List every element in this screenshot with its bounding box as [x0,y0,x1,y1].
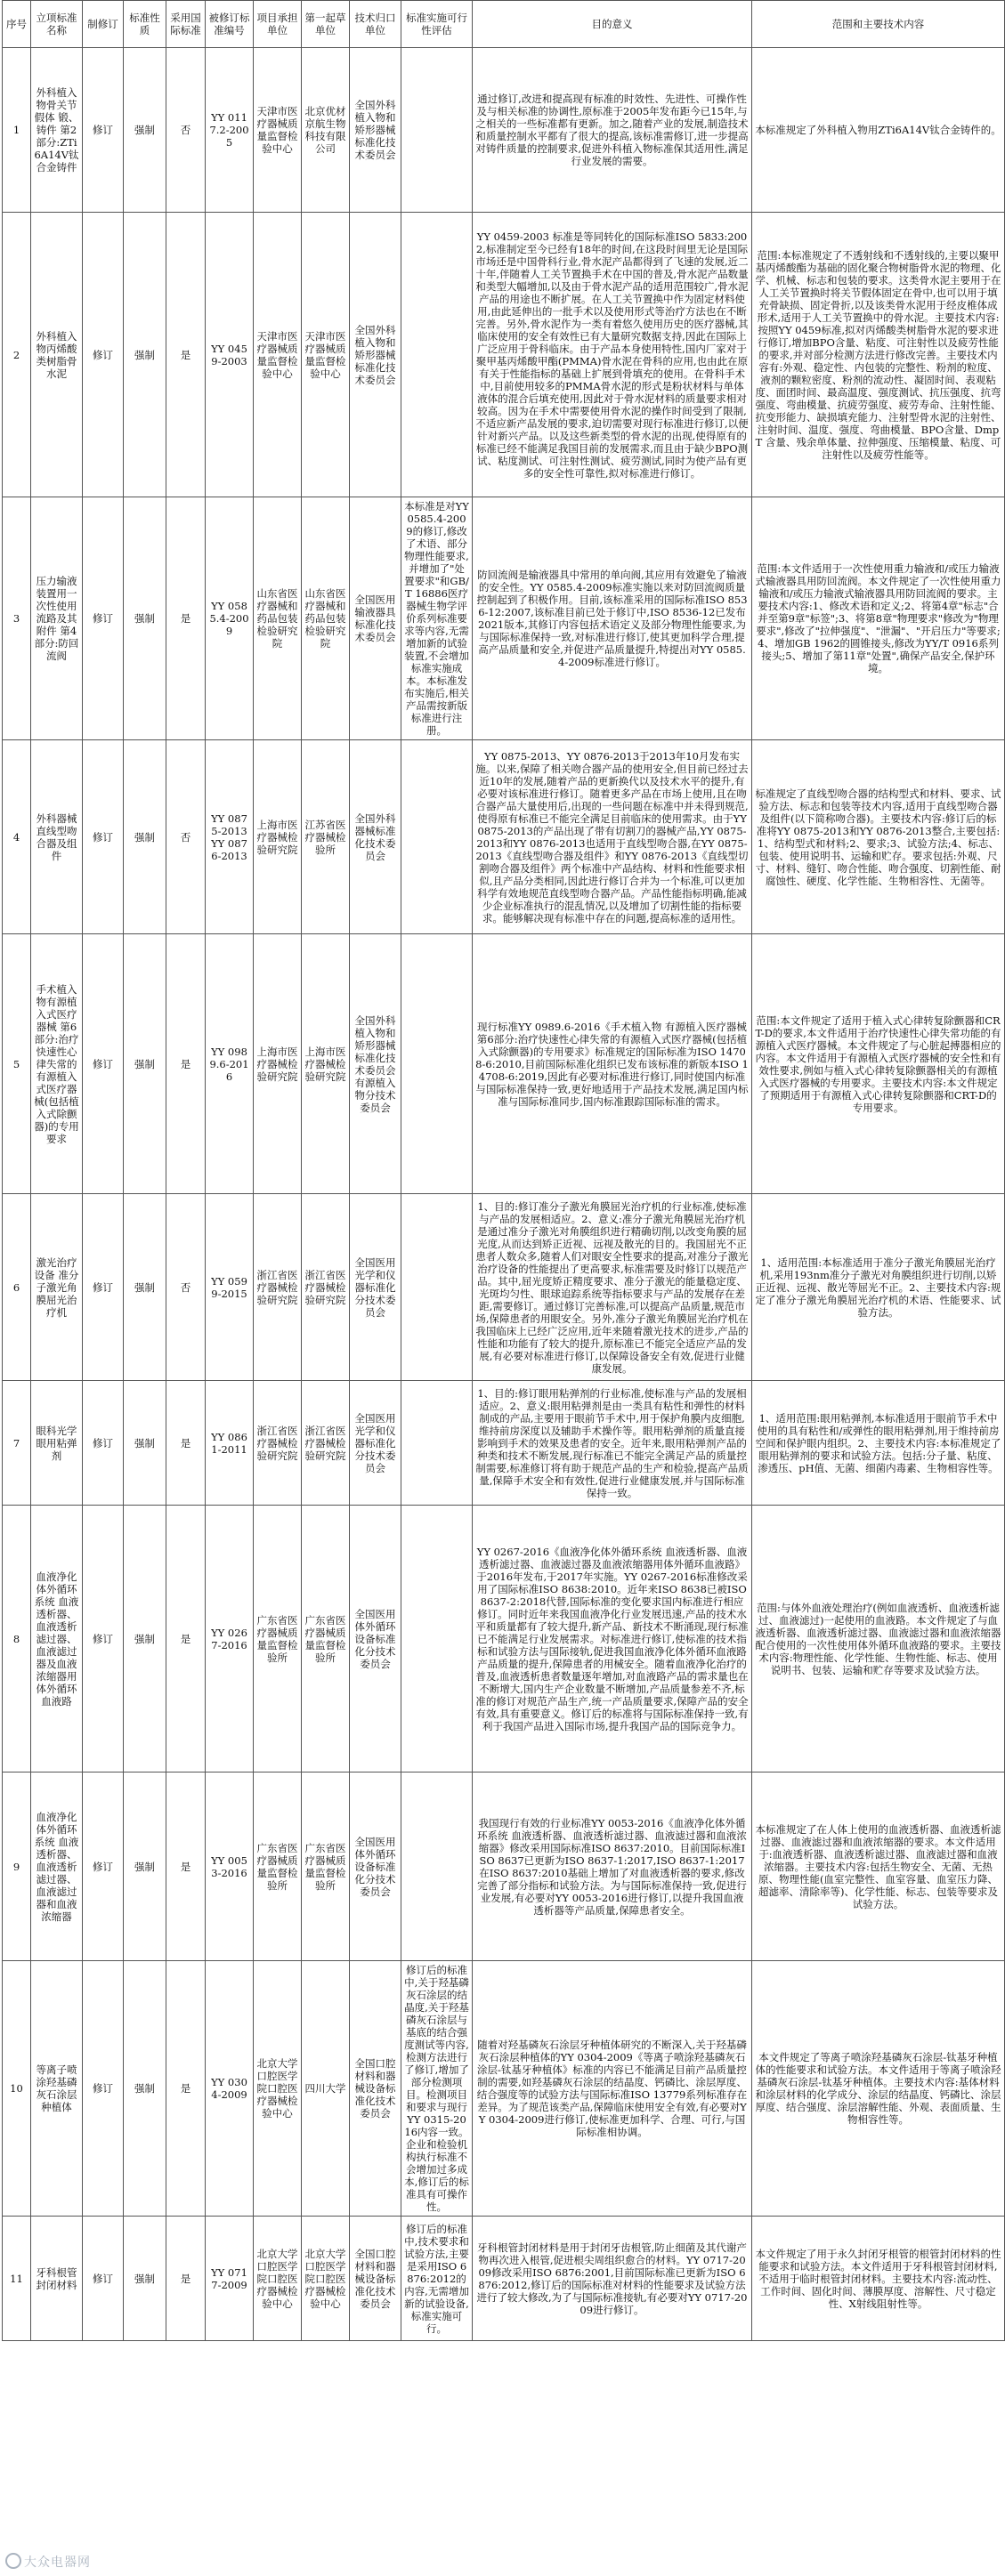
standard-name-cell: 手术植入物有源植入式医疗器械 第6部分:治疗快速性心律失常的有源植入式医疗器械(包括植入式除颤器)的专用要求 [31,934,83,1194]
technical-committee-cell: 全国医用光学和仪器标准化分技术委员会 [350,1194,401,1381]
first-drafter-cell: 天津市医疗器械质量监督检验中心 [302,213,350,497]
first-drafter-cell: 山东省医疗器械和药品包装检验研究院 [302,497,350,740]
revision-type-cell: 修订 [83,1506,124,1773]
standard-nature-cell: 强制 [124,934,166,1194]
revised-standard-code-cell: YY 0875-2013 YY 0876-2013 [206,740,254,934]
table-header-row [3,1,1005,48]
standard-nature-cell: 强制 [124,1506,166,1773]
feasibility-assessment-cell [401,1381,473,1506]
purpose-significance-cell: 现行标准YY 0989.6-2016《手术植入物 有源植入医疗器械 第6部分:治疗快速性心律失常的有源植入式医疗器械(包括植入式除颤器)的专用要求》标准规定的国际标准为ISO 14708-6:2010,目前国际标准化组织已发布该标准的新版本ISO 14708-6:2019,因此有必要对标准进行修订,同时使国内标准与国际标准保持一致,更好地适用于产品技术发展,满足国内标准与国际标准同步,国内标准跟踪国际标准的需求。 [473,934,752,1194]
row-number-cell: 2 [3,213,31,497]
undertaking-org-cell: 天津市医疗器械质量监督检验中心 [254,213,302,497]
row-number-cell: 8 [3,1506,31,1773]
standard-name-cell: 眼科光学 眼用粘弹剂 [31,1381,83,1506]
standard-nature-cell: 强制 [124,213,166,497]
feasibility-assessment-cell [401,48,473,213]
table-row [3,497,1005,740]
technical-committee-cell: 全国医用体外循环设备标准化分技术委员会 [350,1506,401,1773]
feasibility-assessment-cell: 修订后的标准中,关于羟基磷灰石涂层的结晶度,关于羟基磷灰石涂层与基底的结合强度测试等内容,检测方法进行了修订,增加了部分检测项目。检测项目和要求与现行YY 0315-2016内容一致。企业和检验机构执行标准不会增加过多成本,修订后的标准具有可操作性。 [401,1961,473,2217]
standard-name-cell: 等离子喷涂羟基磷灰石涂层种植体 [31,1961,83,2217]
revised-standard-code-cell: YY 0053-2016 [206,1773,254,1961]
feasibility-assessment-cell [401,934,473,1194]
undertaking-org-cell: 北京大学口腔医学院口腔医疗器械检验中心 [254,1961,302,2217]
technical-committee-cell: 全国外科植入物和矫形器械标准化技术委员会 [350,48,401,213]
header-purpose: 目的意义 [473,1,752,48]
standard-name-cell: 牙科根管封闭材料 [31,2217,83,2341]
scope-technical-content-cell: 本文件规定了等离子喷涂羟基磷灰石涂层-钛基牙种植体的性能要求和试验方法。本文件适用于等离子喷涂羟基磷灰石涂层-钛基牙种植体。主要技术内容:基体材料和涂层材料的化学成分、涂层的结晶度、钙磷比、涂层厚度、结合强度、涂层溶解性能、外观、表面质量、生物相容性等。 [752,1961,1005,2217]
revised-standard-code-cell: YY 0717-2009 [206,2217,254,2341]
standard-name-cell: 外科器械 直线型吻合器及组件 [31,740,83,934]
table-row [3,1506,1005,1773]
watermark-logo-icon [5,2553,21,2569]
standard-nature-cell: 强制 [124,740,166,934]
scope-technical-content-cell: 1、适用范围:眼用粘弹剂,本标准适用于眼前节手术中使用的具有粘性和/或弹性的眼用粘弹剂,用于维持前房空间和保护眼内组织。2、主要技术内容:本标准规定了眼用粘弹剂的要求和试验方法。包括:分子量、粘度、渗透压、pH值、无菌、细菌内毒素、生物相容性等。 [752,1381,1005,1506]
revision-type-cell: 修订 [83,213,124,497]
revision-type-cell: 修订 [83,1381,124,1506]
feasibility-assessment-cell [401,740,473,934]
first-drafter-cell: 浙江省医疗器械检验研究院 [302,1194,350,1381]
scope-technical-content-cell: 范围:本标准规定了不透射线和不透射线的,主要以聚甲基丙烯酸酯为基础的固化聚合物树脂骨水泥的物理、化学、机械、标志和包装的要求。这类骨水泥主要用于在人工关节置换时将关节假体固定在骨中,也可以用于填充骨缺损、固定骨折,以及该类骨水泥用于经皮椎体成形术,适用于人工关节置换中的骨水泥。主要技术内容:按照YY 0459标准,拟对丙烯酸类树脂骨水泥的要求进行修订,增加BPO含量、粘度、可注射性以及疲劳性能的要求,并对部分检测方法进行修改完善。主要技术内容有:外观、稳定性、内包装的完整性、粉剂的粒度、液剂的颗粒密度、粉剂的流动性、凝固时间、表观粘度、面团时间、最高温度、强度测试、抗压强度、抗弯强度、弯曲模量、抗疲劳强度、疲劳寿命、注射性能、抗变形能力、缺损填充能力、注射型骨水泥的注射性、注射时间、温度、强度、弯曲模量、BPO含量、DmpT 含量、残余单体量、拉伸强度、压缩模量、粘度、可注射性以及疲劳性能等。 [752,213,1005,497]
header-old: 被修订标准编号 [206,1,254,48]
standard-nature-cell: 强制 [124,1194,166,1381]
scope-technical-content-cell: 标准规定了直线型吻合器的结构型式和材料、要求、试验方法、标志和包装等技术内容,适用于直线型吻合器及组件(以下简称吻合器)。主要技术内容:修订后的标准将YY 0875-2013和YY 0876-2013整合,主要包括:1、结构型式和材料;2、要求;3、试验方法;4、标志、包装、使用说明书、运输和贮存。要求包括:外观、尺寸、材料、缝钉、吻合性能、吻合强度、切割性能、耐腐蚀性、硬度、化学性能、生物相容性、无菌等。 [752,740,1005,934]
purpose-significance-cell: YY 0459-2003 标准是等同转化的国际标准ISO 5833:2002,标准制定至今已经有18年的时间,在这段时间里无论是国际市场还是中国骨科行业,骨水泥产品都得到了飞速的发展,近二十年,伴随着人工关节置换手术在中国的普及,骨水泥产品数量和类型大幅增加,以及由于骨水泥产品的适用范围较广,骨水泥产品的用途也不断扩展。在人工关节置换中作为固定材料使用,由此延伸出的一批手术以及使用形式等治疗方法也在不断完善。另外,骨水泥作为一类有着悠久使用历史的医疗器械,其临床使用的安全有效性已有大量研究数据支持,因此在国际上广泛应用于骨科临床。由于产品本身使用特性,国内厂家对于聚甲基丙烯酸甲酯(PMMA)骨水泥在骨科的应用,也由此在原有关于性能指标的基础上扩展到骨填充的使用。在骨科手术中,目前使用较多的PMMA骨水泥的形式是粉状材料与单体液体的混合后填充使用,因此对于骨水泥材料的质量要求相对较高。因为在手术中需要使用骨水泥的操作时间受到了限制,不适应新产品发展的要求,迫切需要对现行标准进行修订,以便针对新兴产品。以及这些新类型的骨水泥的出现,使得原有的标准已经不能满足我国目前的发展需求,而且由于缺少BPO测试、粘度测试、可注射性测试、疲劳测试,同时为使产品有更多的安全性可靠性,拟对标准进行修订。 [473,213,752,497]
first-drafter-cell: 广东省医疗器械质量监督检验所 [302,1773,350,1961]
table-row [3,213,1005,497]
technical-committee-cell: 全国外科植入物和矫形器械标准化技术委员会有源植入物分技术委员会 [350,934,401,1194]
header-intl: 采用国际标准 [166,1,206,48]
technical-committee-cell: 全国口腔材料和器械设备标准化技术委员会 [350,2217,401,2341]
row-number-cell: 1 [3,48,31,213]
table-row [3,740,1005,934]
technical-committee-cell: 全国医用光学和仪器标准化分技术委员会 [350,1381,401,1506]
standard-nature-cell: 强制 [124,497,166,740]
first-drafter-cell: 浙江省医疗器械检验研究院 [302,1381,350,1506]
scope-technical-content-cell: 范围:本文件规定了适用于植入式心律转复除颤器和CRT-D的要求,本文件适用于治疗快速性心律失常功能的有源植入式医疗器械。本文件规定了与心脏起搏器相应的内容。本文件适用于有源植入式医疗器械的安全性和有效性要求,例如与植入式心律转复除颤器相关的有源植入式医疗器械的专用要求。主要技术内容:本文件规定了预期适用于有源植入式心律转复除颤器和CRT-D的专用要求。 [752,934,1005,1194]
purpose-significance-cell: 我国现行有效的行业标准YY 0053-2016《血液净化体外循环系统 血液透析器、血液透析滤过器、血液滤过器和血液浓缩器》修改采用国际标准ISO 8637:2010。目前国际标准ISO 8637已更新为ISO 8637-1:2017,ISO 8637-1:2017在ISO 8637:2010基础上增加了对血液透析器的要求,修改完善了部分指标和试验方法。为与国际标准保持一致,促进行业发展,有必要对YY 0053-2016进行修订,以提升我国血液透析器等产品质量,保障患者安全。 [473,1773,752,1961]
standards-table [2,0,1005,2341]
feasibility-assessment-cell: 修订后的标准中,技术要求和试验方法,主要是采用ISO 6876:2012的内容,无需增加新的试验设备,标准实施可行。 [401,2217,473,2341]
table-row [3,1961,1005,2217]
revision-type-cell: 修订 [83,934,124,1194]
table-row [3,1194,1005,1381]
adopt-intl-standard-cell: 是 [166,934,206,1194]
first-drafter-cell: 上海市医疗器械检验研究院 [302,934,350,1194]
header-nature: 标准性质 [124,1,166,48]
purpose-significance-cell: 通过修订,改进和提高现有标准的时效性、先进性、可操作性及与相关标准的协调性,原标准于2005年发布距今已15年,与之相关的一些标准都有更新。加之,随着产业的发展,制造技术和质量控制水平都有了很大的提高,该标准需修订,进一步提高对铸件质量的控制要求,促进外科植入物标准保其适用性,满足行业发展的需要。 [473,48,752,213]
scope-technical-content-cell: 本标准规定了在人体上使用的血液透析器、血液透析滤过器、血液滤过器和血液浓缩器的要求。本文件适用于:血液透析器、血液透析滤过器、血液滤过器和血液浓缩器。主要技术内容:包括生物安全、无菌、无热原、物理性能(血室完整性、血室容量、血室压力降、超滤率、清除率等)、化学性能、标志、包装等要求及试验方法。 [752,1773,1005,1961]
purpose-significance-cell: 1、目的:修订准分子激光角膜屈光治疗机的行业标准,使标准与产品的发展相适应。2、意义:准分子激光角膜屈光治疗机是通过准分子激光对角膜组织进行精确切削,以改变角膜的屈光度,从而达到矫正近视、远视及散光的目的。我国屈光不正患者人数众多,随着人们对眼安全性要求的提高,对准分子激光治疗设备的性能提出了更高要求,标准需要及时修订以规范产品。其中,屈光度矫正精度要求、准分子激光的能量稳定度、光斑均匀性、眼球追踪系统等指标要求与产品的发展存在差距,需要修订。通过修订完善标准,可以提高产品质量,规范市场,保障患者的用眼安全。另外,准分子激光角膜屈光治疗机在我国临床上已经广泛应用,近年来随着激光技术的进步,产品的性能和功能有了较大的提升,原标准已不能完全适应产品的发展,有必要对标准进行修订,以保障设备安全有效,促进行业健康发展。 [473,1194,752,1381]
row-number-cell: 6 [3,1194,31,1381]
revised-standard-code-cell: YY 0861-2011 [206,1381,254,1506]
purpose-significance-cell: 随着对羟基磷灰石涂层牙种植体研究的不断深入,关于羟基磷灰石涂层种植体的YY 0304-2009《等离子喷涂羟基磷灰石涂层-钛基牙种植体》标准的内容已不能满足目前产品质量控制的需要,如羟基磷灰石涂层的结晶度、钙磷比、涂层厚度、结合强度等的试验方法与国际标准ISO 13779系列标准存在差异。为了规范该类产品,保障临床使用安全有效,有必要对YY 0304-2009进行修订,使标准更加科学、合理、可行,与国际标准相协调。 [473,1961,752,2217]
standard-name-cell: 外科植入物骨关节假体 锻、铸件 第2部分:ZTi6A14V钛合金铸件 [31,48,83,213]
row-number-cell: 9 [3,1773,31,1961]
row-number-cell: 4 [3,740,31,934]
row-number-cell: 7 [3,1381,31,1506]
standard-nature-cell: 强制 [124,2217,166,2341]
standard-nature-cell: 强制 [124,1381,166,1506]
header-name: 立项标准名称 [31,1,83,48]
adopt-intl-standard-cell: 是 [166,1773,206,1961]
adopt-intl-standard-cell: 是 [166,213,206,497]
adopt-intl-standard-cell: 是 [166,1381,206,1506]
adopt-intl-standard-cell: 否 [166,48,206,213]
row-number-cell: 3 [3,497,31,740]
technical-committee-cell: 全国外科器械标准化技术委员会 [350,740,401,934]
table-row [3,934,1005,1194]
standard-nature-cell: 强制 [124,48,166,213]
header-type: 制修订 [83,1,124,48]
revision-type-cell: 修订 [83,1773,124,1961]
feasibility-assessment-cell [401,1506,473,1773]
header-org: 项目承担单位 [254,1,302,48]
watermark [5,2553,91,2571]
table-row [3,2217,1005,2341]
technical-committee-cell: 全国外科植入物和矫形器械标准化技术委员会 [350,213,401,497]
revision-type-cell: 修订 [83,1194,124,1381]
adopt-intl-standard-cell: 否 [166,1194,206,1381]
revision-type-cell: 修订 [83,48,124,213]
first-drafter-cell: 广东省医疗器械质量监督检验所 [302,1506,350,1773]
standard-name-cell: 外科植入物丙烯酸类树脂骨水泥 [31,213,83,497]
revised-standard-code-cell: YY 0267-2016 [206,1506,254,1773]
undertaking-org-cell: 山东省医疗器械和药品包装检验研究院 [254,497,302,740]
feasibility-assessment-cell [401,1773,473,1961]
first-drafter-cell: 北京优材京航生物科技有限公司 [302,48,350,213]
feasibility-assessment-cell: 本标准是对YY 0585.4-2009的修订,修改了术语、部分物理性能要求,并增加了"处置要求"和GB/T 16886医疗器械生物学评价系列标准要求等内容,无需增加新的试验装置,不会增加标准实施成本。本标准发布实施后,相关产品需按新版标准进行注册。 [401,497,473,740]
scope-technical-content-cell: 1、适用范围:本标准适用于准分子激光角膜屈光治疗机,采用193nm准分子激光对角膜组织进行切削,以矫正近视、远视、散光等屈光不正。2、主要技术内容:规定了准分子激光角膜屈光治疗机的术语、性能要求、试验方法。 [752,1194,1005,1381]
header-feasibility: 标准实施可行性评估 [401,1,473,48]
undertaking-org-cell: 浙江省医疗器械检验研究院 [254,1194,302,1381]
undertaking-org-cell: 上海市医疗器械检验研究院 [254,934,302,1194]
undertaking-org-cell: 天津市医疗器械质量监督检验中心 [254,48,302,213]
table-row [3,1773,1005,1961]
scope-technical-content-cell: 本文件规定了用于永久封闭牙根管的根管封闭材料的性能要求和试验方法。本文件适用于牙科根管封闭材料,不适用于临时根管封闭材料。主要技术内容:流动性、工作时间、固化时间、薄膜厚度、溶解性、尺寸稳定性、X射线阻射性等。 [752,2217,1005,2341]
undertaking-org-cell: 北京大学口腔医学院口腔医疗器械检验中心 [254,2217,302,2341]
revision-type-cell: 修订 [83,740,124,934]
revision-type-cell: 修订 [83,497,124,740]
revised-standard-code-cell: YY 0599-2015 [206,1194,254,1381]
revised-standard-code-cell: YY 0459-2003 [206,213,254,497]
first-drafter-cell: 北京大学口腔医学院口腔医疗器械检验中心 [302,2217,350,2341]
revision-type-cell: 修订 [83,2217,124,2341]
scope-technical-content-cell: 范围:与体外血液处理治疗(例如血液透析、血液透析滤过、血液滤过)一起使用的血液路。本文件规定了与血液透析器、血液透析滤过器、血液滤过器和血液浓缩器配合使用的一次性使用体外循环血液路的要求。主要技术内容:物理性能、化学性能、生物性能、标志、使用说明书、包装、运输和贮存等要求及试验方法。 [752,1506,1005,1773]
standard-name-cell: 血液净化体外循环系统 血液透析器、血液透析滤过器、血液滤过器和血液浓缩器 [31,1773,83,1961]
revised-standard-code-cell: YY 0585.4-2009 [206,497,254,740]
table-row [3,1381,1005,1506]
first-drafter-cell: 四川大学 [302,1961,350,2217]
adopt-intl-standard-cell: 是 [166,1961,206,2217]
first-drafter-cell: 江苏省医疗器械检验所 [302,740,350,934]
row-number-cell: 11 [3,2217,31,2341]
purpose-significance-cell: 牙科根管封闭材料是用于封闭牙齿根管,防止细菌及其代谢产物再次进入根管,促进根尖周组织愈合的材料。YY 0717-2009修改采用ISO 6876:2001,目前国际标准已更新为ISO 6876:2012,修订后的国际标准对材料的性能要求及试验方法进行了较大修改,为了与国际标准接轨,有必要对YY 0717-2009进行修订。 [473,2217,752,2341]
standard-name-cell: 压力输液装置用一次性使用流路及其附件 第4部分:防回流阀 [31,497,83,740]
feasibility-assessment-cell [401,213,473,497]
row-number-cell: 5 [3,934,31,1194]
technical-committee-cell: 全国医用输液器具标准化技术委员会 [350,497,401,740]
standard-nature-cell: 强制 [124,1961,166,2217]
scope-technical-content-cell: 范围:本文件适用于一次性使用重力输液和/或压力输液式输液器具用防回流阀。本文件规定了一次性使用重力输液和/或压力输液式输液器具用防回流阀的要求。主要技术内容:1、修改术语和定义;2、将第4章"标志"合并至第9章"标签";3、将第8章"物理要求"修改为"物理要求",修改了"拉伸强度"、"泄漏"、"开启压力"等要求;4、增加GB 1962的圆锥接头,修改为YY/T 0916系列接头;5、增加了第11章"处置",确保产品安全,保护环境。 [752,497,1005,740]
revised-standard-code-cell: YY 0117.2-2005 [206,48,254,213]
purpose-significance-cell: 1、目的:修订眼用粘弹剂的行业标准,使标准与产品的发展相适应。2、意义:眼用粘弹剂是由一类具有粘性和弹性的材料制成的产品,主要用于眼前节手术中,用于保护角膜内皮细胞,维持前房深度以及辅助手术操作等。眼用粘弹剂的质量直接影响到手术的效果及患者的安全。近年来,眼用粘弹剂产品的种类和技术不断发展,现行标准已不能完全满足产品的质量控制需要,标准修订将有助于规范产品的生产和检验,提高产品质量,保障手术安全和有效性,促进行业健康发展,并与国际标准保持一致。 [473,1381,752,1506]
header-scope: 范围和主要技术内容 [752,1,1005,48]
purpose-significance-cell: YY 0875-2013、YY 0876-2013于2013年10月发布实施。以来,保障了相关吻合器产品的使用安全,但目前已经过去近10年的发展,随着产品的更新换代以及技术水平的提升,有必要对该标准进行修订。随着更多产品在市场上使用,且在吻合器产品大量使用后,出现的一些问题在标准中并未得到规范,使得原有标准已不能完全满足目前临床的使用需求。由于YY 0875-2013的产品出现了带有切割刀的器械产品,YY 0875-2013和YY 0876-2013也适用于直线型吻合器,在YY 0875-2013《直线型吻合器及组件》和YY 0876-2013《直线型切割吻合器及组件》两个标准中产品结构、材料和性能要求相似,且产品分类相同,因此进行修订合并为一个标准,可以更加科学有效地规范直线型吻合器产品。产品性能指标明确,能减少企业标准执行的混乱情况,以及增加了切割性能的指标要求。能够解决现有标准中存在的问题,提高标准的适用性。 [473,740,752,934]
adopt-intl-standard-cell: 否 [166,740,206,934]
standard-nature-cell: 强制 [124,1773,166,1961]
header-no: 序号 [3,1,31,48]
adopt-intl-standard-cell: 是 [166,2217,206,2341]
watermark-text: 大众电器网 [24,2556,91,2570]
scope-technical-content-cell: 本标准规定了外科植入物用ZTi6A14V钛合金铸件的。 [752,48,1005,213]
undertaking-org-cell: 广东省医疗器械质量监督检验所 [254,1506,302,1773]
revised-standard-code-cell: YY 0304-2009 [206,1961,254,2217]
technical-committee-cell: 全国医用体外循环设备标准化分技术委员会 [350,1773,401,1961]
standard-name-cell: 激光治疗设备 准分子激光角膜屈光治疗机 [31,1194,83,1381]
undertaking-org-cell: 上海市医疗器械检验研究院 [254,740,302,934]
undertaking-org-cell: 浙江省医疗器械检验研究院 [254,1381,302,1506]
header-tc: 技术归口单位 [350,1,401,48]
purpose-significance-cell: YY 0267-2016《血液净化体外循环系统 血液透析器、血液透析滤过器、血液滤过器及血液浓缩器用体外循环血液路》于2016年发布,于2017年实施。YY 0267-2016标准修改采用了国际标准ISO 8638:2010。近年来ISO 8638已被ISO 8637-2:2018代替,国际标准的变化要求国内标准进行相应修订。同时近年来我国血液净化行业发展迅速,产品的技术水平和质量都有了较大提升,新产品、新技术不断涌现,现行标准已不能满足行业发展需求。对标准进行修订,使标准的技术指标和试验方法与国际接轨,促进我国血液净化体外循环血液路产品质量的提升,保障患者的用械安全。随着血液净化治疗的普及,血液透析患者数量逐年增加,对血液路产品的需求量也在不断增大,国内生产企业数量不断增加,产品质量参差不齐,标准的修订对规范产品生产,统一产品质量要求,保障产品的安全有效,具有重要意义。修订后的标准将与国际标准保持一致,有利于我国产品进入国际市场,提升我国产品的国际竞争力。 [473,1506,752,1773]
purpose-significance-cell: 防回流阀是输液器具中常用的单向阀,其应用有效避免了输液的安全性。YY 0585.4-2009标准实施以来对防回流阀质量控制起到了积极作用。目前,该标准采用的国际标准ISO 8536-12:2007,该标准目前已处于修订中,ISO 8536-12已发布2021版本,其修订内容包括术语定义及部分物理性能要求,为与国际标准保持一致,对标准进行修订,使其更加科学合理,提高产品质量和安全,并促进产品质量提升,特提出对YY 0585.4-2009标准进行修订。 [473,497,752,740]
standard-name-cell: 血液净化体外循环系统 血液透析器、血液透析滤过器、血液滤过器及血液浓缩器用体外循环血液路 [31,1506,83,1773]
adopt-intl-standard-cell: 是 [166,1506,206,1773]
undertaking-org-cell: 广东省医疗器械质量监督检验所 [254,1773,302,1961]
revision-type-cell: 修订 [83,1961,124,2217]
revised-standard-code-cell: YY 0989.6-2016 [206,934,254,1194]
technical-committee-cell: 全国口腔材料和器械设备标准化技术委员会 [350,1961,401,2217]
row-number-cell: 10 [3,1961,31,2217]
adopt-intl-standard-cell: 是 [166,497,206,740]
feasibility-assessment-cell [401,1194,473,1381]
table-row [3,48,1005,213]
header-drafter: 第一起草单位 [302,1,350,48]
